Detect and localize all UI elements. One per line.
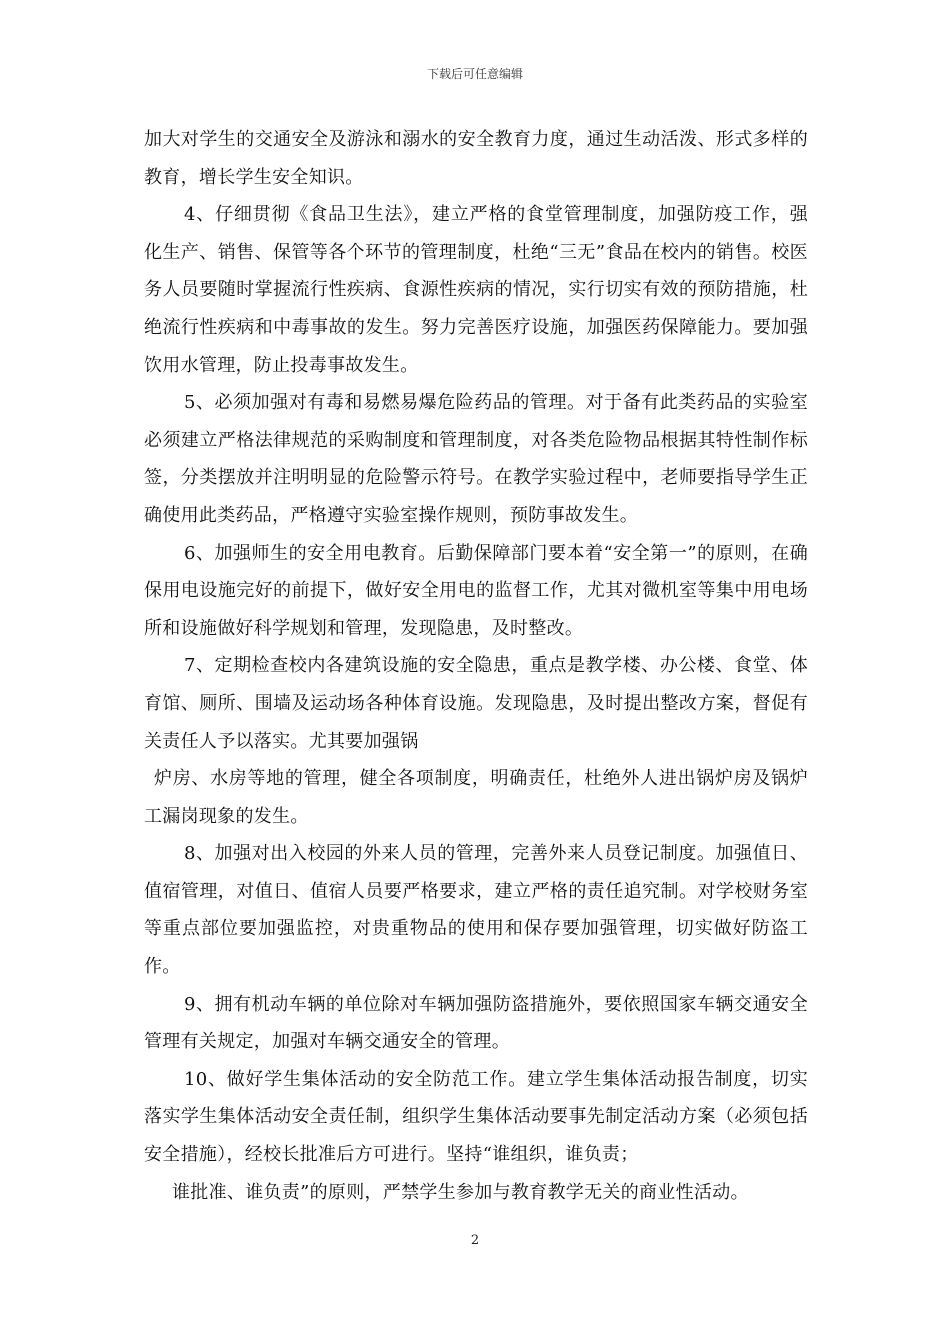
paragraph-item-7: 7、定期检查校内各建筑设施的安全隐患，重点是教学楼、办公楼、食堂、体育馆、厕所、围墙及运动场各种体育设施。发现隐患，及时提出整改方案，督促有关责任人予以落实。尤其要加强锅: [144, 655, 808, 752]
paragraph-item-10: 10、做好学生集体活动的安全防范工作。建立学生集体活动报告制度，切实落实学生集体活动安全责任制，组织学生集体活动要事先制定活动方案（必须包括安全措施），经校长批准后方可进行。坚持“谁组织，谁负责；: [144, 1068, 808, 1166]
paragraph-item-10-continued: 谁批准、谁负责”的原则，严禁学生参加与教育教学无关的商业性活动。: [172, 1181, 749, 1203]
paragraph-continuation: 加大对学生的交通安全及游泳和溺水的安全教育力度，通过生动活泼、形式多样的教育，增长学生安全知识。: [144, 129, 808, 188]
paragraph-item-6: 6、加强师生的安全用电教育。后勤保障部门要本着“安全第一”的原则，在确保用电设施完好的前提下，做好安全用电的监督工作，尤其对微机室等集中用电场所和设施做好科学规划和管理，发现隐患，及时整改。: [144, 542, 808, 639]
paragraph-item-7-continued: 炉房、水房等地的管理，健全各项制度，明确责任，杜绝外人进出锅炉房及锅炉工漏岗现象的发生。: [144, 768, 808, 827]
page-header: 下载后可任意编辑: [426, 67, 523, 81]
document-body: [144, 121, 808, 1211]
paragraph-item-9: 9、拥有机动车辆的单位除对车辆加强防盗措施外，要依照国家车辆交通安全管理有关规定，加强对车辆交通安全的管理。: [144, 993, 808, 1053]
paragraph-item-8: 8、加强对出入校园的外来人员的管理，完善外来人员登记制度。加强值日、值宿管理，对值日、值宿人员要严格要求，建立严格的责任追究制。对学校财务室等重点部位要加强监控，对贵重物品的使用和保存要加强管理，切实做好防盗工作。: [144, 843, 808, 978]
paragraph-item-5: 5、必须加强对有毒和易燃易爆危险药品的管理。对于备有此类药品的实验室必须建立严格法律规范的采购制度和管理制度，对各类危险物品根据其特性制作标签，分类摆放并注明明显的危险警示符号。在教学实验过程中，老师要指导学生正确使用此类药品，严格遵守实验室操作规则，预防事故发生。: [144, 392, 808, 526]
page-number: 2: [470, 1233, 480, 1248]
paragraph-item-4: 4、仔细贯彻《食品卫生法》，建立严格的食堂管理制度，加强防疫工作，强化生产、销售、保管等各个环节的管理制度，杜绝“三无”食品在校内的销售。校医务人员要随时掌握流行性疾病、食源性疾病的情况，实行切实有效的预防措施，杜绝流行性疾病和中毒事故的发生。努力完善医疗设施，加强医药保障能力。要加强饮用水管理，防止投毒事故发生。: [144, 204, 808, 376]
